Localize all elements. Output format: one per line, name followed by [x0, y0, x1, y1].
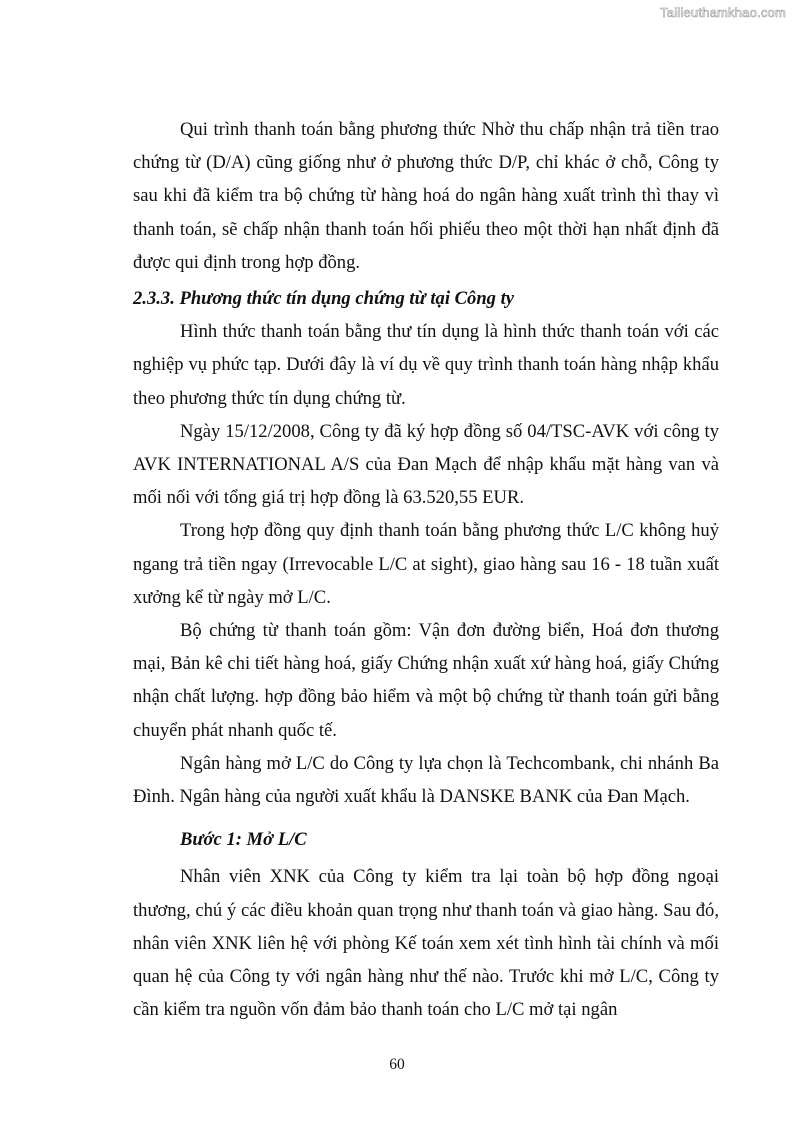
- document-body: [133, 113, 719, 1026]
- section-heading: 2.3.3. Phương thức tín dụng chứng từ tại Công ty: [133, 288, 515, 310]
- paragraph-contract: Ngày 15/12/2008, Công ty đã ký hợp đồng số 04/TSC-AVK với công ty AVK INTERNATIONAL A/S của Đan Mạch để nhập khẩu mặt hàng van và mối nối với tổng giá trị hợp đồng là 63.520,55 EUR.: [133, 420, 719, 509]
- paragraph-step-1: Nhân viên XNK của Công ty kiểm tra lại toàn bộ hợp đồng ngoại thương, chú ý các điều khoản quan trọng như thanh toán và giao hàng. Sau đó, nhân viên XNK liên hệ với phòng Kế toán xem xét tình hình tài chính và mối quan hệ của Công ty với ngân hàng như thế nào. Trước khi mở L/C, Công ty cần kiểm tra nguồn vốn đảm bảo thanh toán cho L/C mở tại ngân: [133, 866, 719, 1021]
- paragraph-payment-terms: Trong hợp đồng quy định thanh toán bằng phương thức L/C không huỷ ngang trả tiền ngay (Irrevocable L/C at sight), giao hàng sau 16 - 18 tuần xuất xưởng kể từ ngày mở L/C.: [133, 520, 719, 608]
- paragraph-da-process: Qui trình thanh toán bằng phương thức Nhờ thu chấp nhận trả tiền trao chứng từ (D/A) cũng giống như ở phương thức D/P, chỉ khác ở chỗ, Công ty sau khi đã kiểm tra bộ chứng từ hàng hoá do ngân hàng xuất trình thì thay vì thanh toán, sẽ chấp nhận thanh toán hối phiếu theo một thời hạn nhất định đã được qui định trong hợp đồng.: [133, 119, 719, 273]
- paragraph-documents: Bộ chứng từ thanh toán gồm: Vận đơn đường biển, Hoá đơn thương mại, Bản kê chi tiết hàng hoá, giấy Chứng nhận xuất xứ hàng hoá, giấy Chứng nhận chất lượng. hợp đồng bảo hiểm và một bộ chứng từ thanh toán gửi bằng chuyển phát nhanh quốc tế.: [133, 620, 719, 741]
- step-heading: Bước 1: Mở L/C: [180, 829, 307, 851]
- paragraph-banks: Ngân hàng mở L/C do Công ty lựa chọn là Techcombank, chi nhánh Ba Đình. Ngân hàng của người xuất khẩu là DANSKE BANK của Đan Mạch.: [133, 752, 719, 808]
- paragraph-lc-intro: Hình thức thanh toán bằng thư tín dụng là hình thức thanh toán với các nghiệp vụ phức tạp. Dưới đây là ví dụ về quy trình thanh toán hàng nhập khẩu theo phương thức tín dụng chứng từ.: [133, 321, 719, 409]
- page-number: 60: [389, 1056, 405, 1073]
- watermark: Tailieuthamkhao.com: [660, 5, 786, 20]
